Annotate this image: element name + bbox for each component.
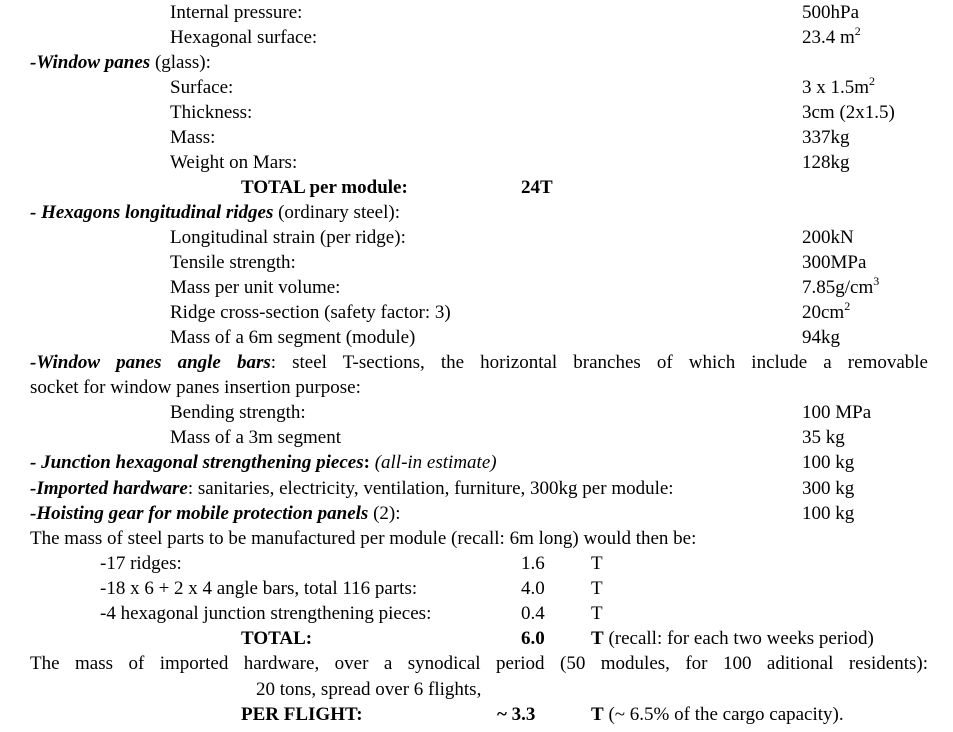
pane-mass-label: Mass: bbox=[170, 127, 216, 148]
steel-row-value: 1.6 bbox=[521, 553, 545, 574]
hex-surface-label: Hexagonal surface: bbox=[170, 27, 318, 48]
steel-total-unit: T (recall: for each two weeks period) bbox=[591, 628, 874, 649]
steel-row-value: 4.0 bbox=[521, 578, 545, 599]
steel-row-unit: T bbox=[591, 603, 603, 624]
steel-total-value: 6.0 bbox=[521, 628, 545, 649]
pane-mass-value: 337kg bbox=[802, 127, 850, 148]
ridges-heading: - Hexagons longitudinal ridges (ordinary steel): bbox=[30, 202, 400, 223]
steel-summary-intro: The mass of steel parts to be manufactured per module (recall: 6m long) would then be: bbox=[30, 528, 697, 549]
ridge-segment-mass-label: Mass of a 6m segment (module) bbox=[170, 327, 416, 348]
ridge-segment-mass-value: 94kg bbox=[802, 327, 840, 348]
pane-total-value: 24T bbox=[521, 177, 553, 198]
ridge-tensile-label: Tensile strength: bbox=[170, 252, 296, 273]
pane-thickness-label: Thickness: bbox=[170, 102, 253, 123]
angle-segment-mass-value: 35 kg bbox=[802, 427, 845, 448]
steel-row-label: -17 ridges: bbox=[100, 553, 182, 574]
per-flight-unit: T (~ 6.5% of the cargo capacity). bbox=[591, 704, 844, 725]
imported-summary-line2: 20 tons, spread over 6 flights, bbox=[256, 679, 482, 700]
bending-value: 100 MPa bbox=[802, 402, 872, 423]
bending-label: Bending strength: bbox=[170, 402, 306, 423]
per-flight-value: ~ 3.3 bbox=[497, 704, 536, 725]
junction-line: - Junction hexagonal strengthening pieces: (all-in estimate) bbox=[30, 452, 497, 473]
steel-total-label: TOTAL: bbox=[241, 628, 313, 649]
ridge-cross-section-label: Ridge cross-section (safety factor: 3) bbox=[170, 302, 451, 323]
steel-row-unit: T bbox=[591, 553, 603, 574]
hex-surface-value: 23.4 $m^2$ bbox=[802, 23, 861, 48]
steel-row-value: 0.4 bbox=[521, 603, 545, 624]
pane-surface-value: 3 x $1.5m^2$ bbox=[802, 73, 876, 98]
internal-pressure-value: 500hPa bbox=[802, 2, 859, 23]
imported-value: 300 kg bbox=[802, 478, 855, 499]
ridge-strain-label: Longitudinal strain (per ridge): bbox=[170, 227, 406, 248]
steel-row-label: -4 hexagonal junction strengthening pieces: bbox=[100, 603, 432, 624]
ridge-tensile-value: 300MPa bbox=[802, 252, 867, 273]
pane-total-label: TOTAL per module: bbox=[241, 177, 408, 198]
imported-line: -Imported hardware: sanitaries, electricity, ventilation, furniture, 300kg per module: bbox=[30, 478, 674, 499]
per-flight-label: PER FLIGHT: bbox=[241, 704, 363, 725]
pane-surface-label: Surface: bbox=[170, 77, 234, 98]
imported-summary-line1: The mass of imported hardware, over a synodical period (50 modules, for 100 aditional residents): bbox=[30, 653, 928, 674]
pane-weight-label: Weight on Mars: bbox=[170, 152, 298, 173]
ridge-cross-section-value: $20cm^2$ bbox=[802, 298, 851, 323]
ridge-mass-volume-label: Mass per unit volume: bbox=[170, 277, 341, 298]
steel-row-label: -18 x 6 + 2 x 4 angle bars, total 116 parts: bbox=[100, 578, 418, 599]
angle-bars-line2: socket for window panes insertion purpose: bbox=[30, 377, 361, 398]
hoisting-value: 100 kg bbox=[802, 503, 855, 524]
pane-thickness-value: 3cm (2x1.5) bbox=[802, 102, 895, 123]
hoisting-line: -Hoisting gear for mobile protection panels (2): bbox=[30, 503, 401, 524]
angle-segment-mass-label: Mass of a 3m segment bbox=[170, 427, 341, 448]
angle-bars-heading: -Window panes angle bars: steel T-sections, the horizontal branches of which include a removable bbox=[30, 352, 928, 373]
steel-row-unit: T bbox=[591, 578, 603, 599]
ridge-mass-volume-value: $7.85g/cm^3$ bbox=[802, 273, 880, 298]
pane-weight-value: 128kg bbox=[802, 152, 850, 173]
junction-value: 100 kg bbox=[802, 452, 855, 473]
window-panes-heading: -Window panes (glass): bbox=[30, 52, 211, 73]
internal-pressure-label: Internal pressure: bbox=[170, 2, 303, 23]
ridge-strain-value: 200kN bbox=[802, 227, 854, 248]
